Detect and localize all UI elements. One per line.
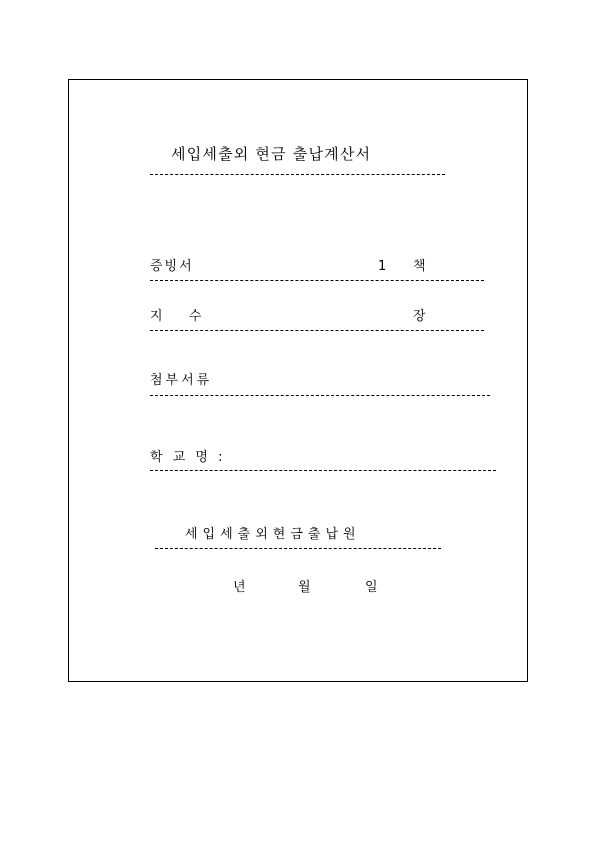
attachments-line: [150, 395, 490, 396]
sheets-line: [150, 330, 484, 331]
date-year: 년: [233, 580, 246, 595]
evidence-unit: 책: [413, 259, 426, 274]
officer-line: [155, 548, 441, 549]
school-name-line: [150, 470, 496, 471]
date-day: 일: [365, 580, 378, 595]
evidence-label: 증빙서: [150, 259, 194, 274]
sheets-label: 지 수: [150, 309, 208, 324]
document-title: 세입세출외 현금 출납계산서: [171, 145, 372, 163]
school-name-label: 학 교 명 :: [150, 450, 226, 465]
date-month: 월: [298, 580, 311, 595]
title-underline: [150, 174, 445, 175]
attachments-label: 첨부서류: [150, 373, 213, 388]
evidence-line: [150, 280, 484, 281]
sheets-unit: 장: [413, 309, 426, 324]
officer-title: 세입세출외현금출납원: [185, 527, 361, 542]
evidence-count: 1: [378, 259, 387, 274]
